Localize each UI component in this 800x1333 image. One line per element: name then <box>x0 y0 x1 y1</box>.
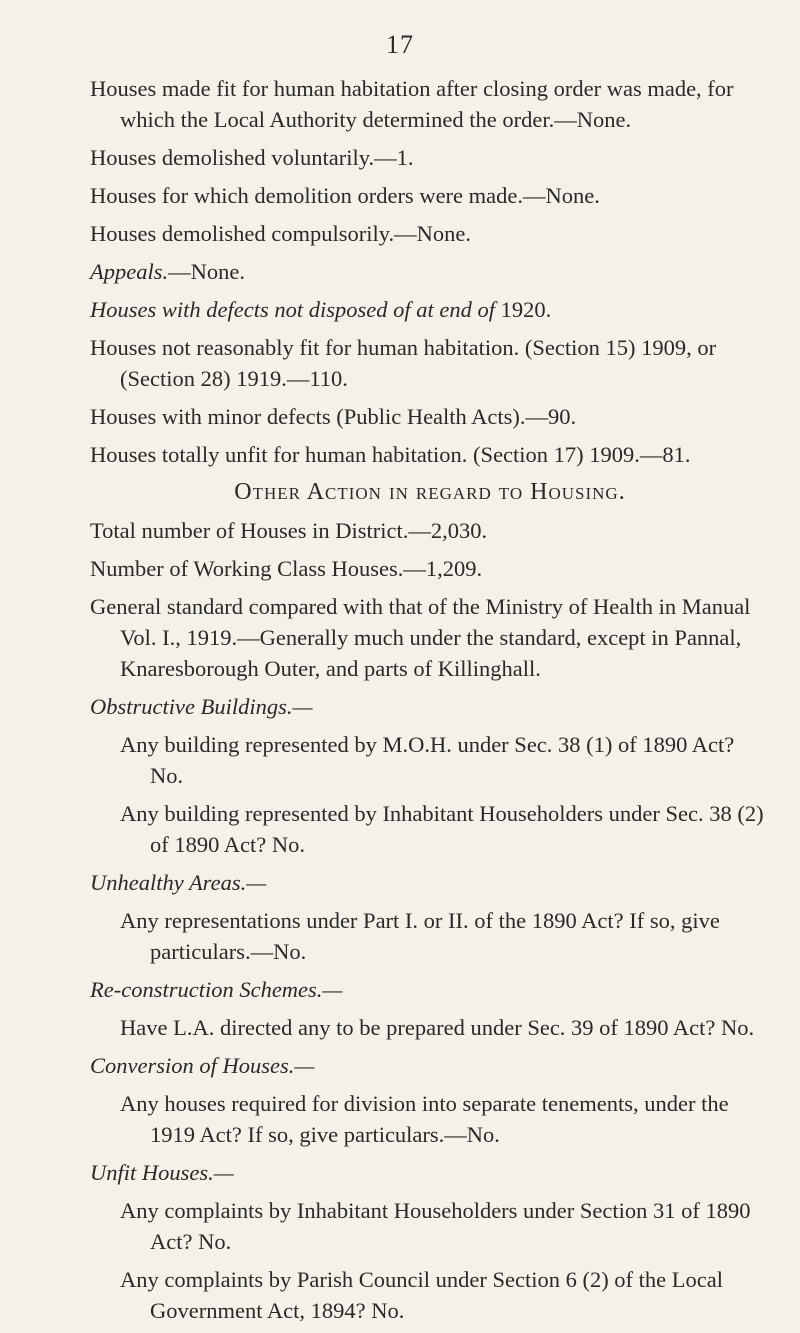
obstructive-householders-item: Any building represented by Inhabitant Householders under Sec. 38 (2) of 1890 Act? No. <box>120 801 764 857</box>
unfit-householders-item: Any complaints by Inhabitant Householders under Section 31 of 1890 Act? No. <box>120 1198 751 1254</box>
totally-unfit-line: Houses totally unfit for human habitation. (Section 17) 1909.—81. <box>90 442 691 467</box>
obstructive-moh-item: Any building represented by M.O.H. under Sec. 38 (1) of 1890 Act? No. <box>120 732 735 788</box>
appeals-value: —None. <box>168 259 245 284</box>
defects-heading-italic: Houses with defects not disposed of at end of <box>90 297 495 322</box>
conversion-heading: Conversion of Houses.— <box>90 1053 315 1078</box>
reconstruction-heading: Re-construction Schemes.— <box>90 977 343 1002</box>
unhealthy-areas-item: Any representations under Part I. or II. of the 1890 Act? If so, give particulars.—No. <box>120 908 720 964</box>
other-action-heading: Other Action in regard to Housing. <box>234 479 626 505</box>
defects-heading <box>90 294 770 325</box>
reconstruction-item: Have L.A. directed any to be prepared under Sec. 39 of 1890 Act? No. <box>120 1015 755 1040</box>
minor-defects-line: Houses with minor defects (Public Health Acts).—90. <box>90 404 577 429</box>
demolished-compulsorily-line: Houses demolished compulsorily.—None. <box>90 221 471 246</box>
conversion-item: Any houses required for division into separate tenements, under the 1919 Act? If so, give particulars.—No. <box>120 1091 729 1147</box>
page-number: 17 <box>386 30 414 59</box>
appeals-label: Appeals. <box>90 259 169 284</box>
unfit-parish-council-item: Any complaints by Parish Council under Section 6 (2) of the Local Government Act, 1894? No. <box>120 1267 724 1323</box>
not-reasonably-fit-line: Houses not reasonably fit for human habitation. (Section 15) 1909, or (Section 28) 1919.—110. <box>90 335 717 391</box>
page-content <box>90 73 770 1333</box>
total-houses-line: Total number of Houses in District.—2,030. <box>90 518 488 543</box>
closing-order-line: Houses made fit for human habitation after closing order was made, for which the Local Authority determined the order.—None. <box>90 76 734 132</box>
unfit-houses-heading: Unfit Houses.— <box>90 1160 234 1185</box>
demolished-voluntarily-line: Houses demolished voluntarily.—1. <box>90 145 414 170</box>
general-standard-line: General standard compared with that of the Ministry of Health in Manual Vol. I., 1919.—Generally much under the standard, except in Pannal, Knaresborough Outer, and parts of Killinghall. <box>90 594 751 681</box>
unhealthy-areas-heading: Unhealthy Areas.— <box>90 870 267 895</box>
appeals-line <box>90 256 770 287</box>
working-class-line: Number of Working Class Houses.—1,209. <box>90 556 483 581</box>
defects-heading-year: 1920. <box>494 297 552 322</box>
obstructive-buildings-heading: Obstructive Buildings.— <box>90 694 313 719</box>
demolition-orders-line: Houses for which demolition orders were made.—None. <box>90 183 600 208</box>
